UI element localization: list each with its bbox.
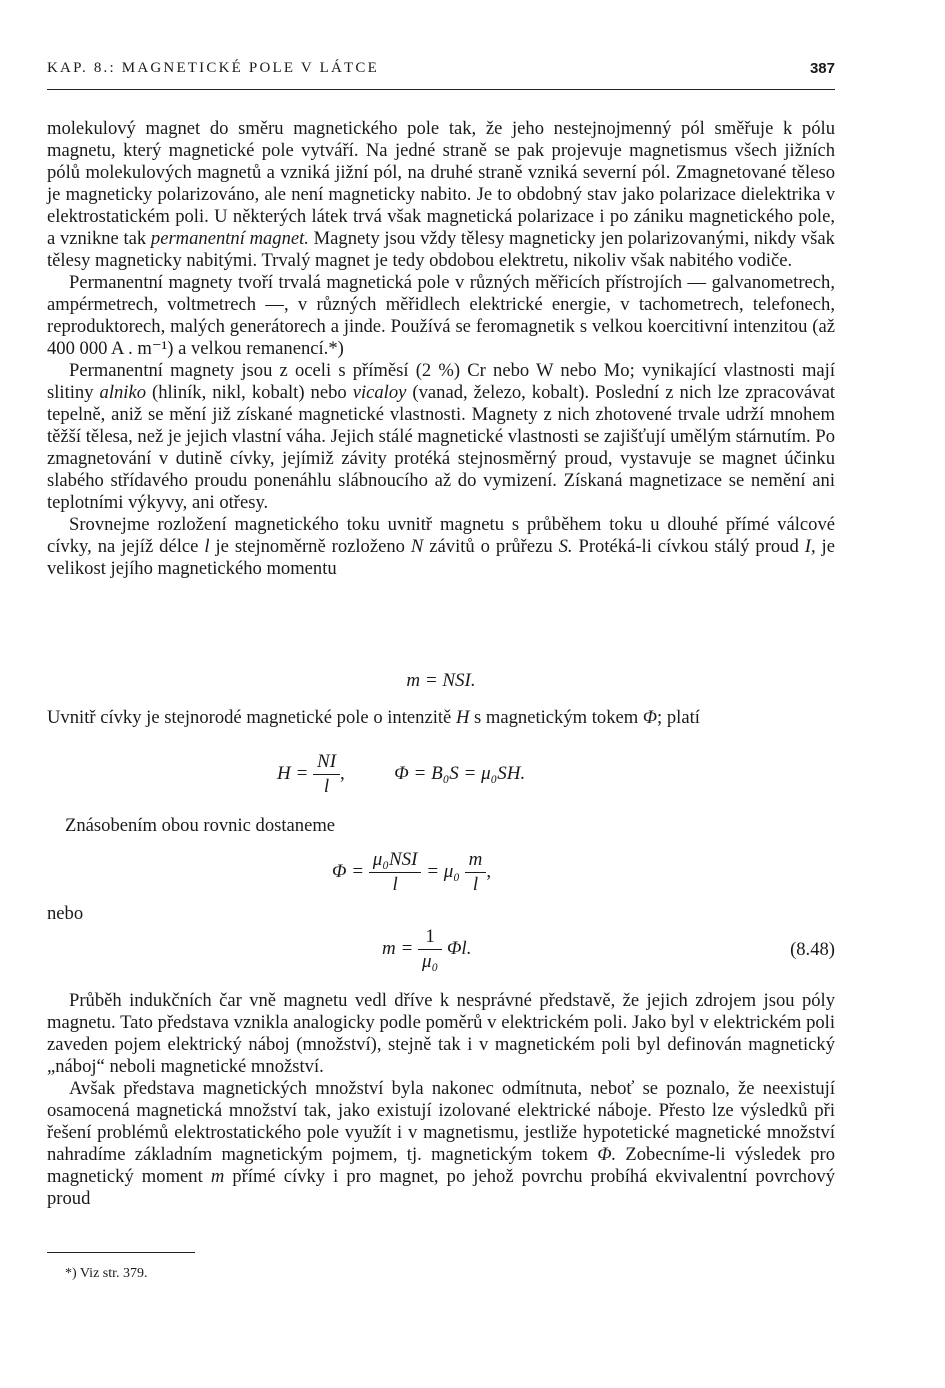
paragraph-6: Znásobením obou rovnic dostaneme — [65, 815, 336, 836]
paragraph-1: molekulový magnet do směru magnetického pole tak, že jeho nestejnojmenný pól směřuje k pólu magnetu, který magnetické pole vytváří. Na jedné straně se pak projevuje magnetismus všech jižních pólů molekulových magnetů a vzniká jižní pól, na druhé straně vzniká severní pól. Zmagnetované těleso je magneticky polarizováno, ale není magneticky nabito. Je to obdobný stav jako polarizace dielektrika v elektrostatickém poli. U některých látek trvá však magnetická polarizace i po zániku magnetického pole, a vznikne tak permanentní magnet. Magnety jsou vždy tělesy magneticky jen polarizovanými, nikdy však tělesy magneticky nabitými. Trvalý magnet je tedy obdobou elektretu, nikoliv však nabitého vodiče. — [47, 118, 835, 271]
equation-flux-product: Φ = $\frac{\text{μ₀NSI}}{l}$ = μ₀ $\frac{m}{l}$ , — [332, 849, 492, 895]
page — [47, 0, 835, 1388]
term-vicaloy: vicaloy — [352, 382, 407, 403]
equation-number: (8.48) — [790, 939, 835, 960]
paragraph-4: Srovnejme rozložení magnetického toku uvnitř magnetu s průběhem toku u dlouhé přímé válcové cívky, na jejíž délce l je stejnoměrně rozloženo N závitů o průřezu S. Protéká-li cívkou stálý proud I, je velikost jejího magnetického momentu — [47, 514, 835, 579]
equation-moment: m = NSI. — [406, 670, 476, 691]
paragraph-9: Avšak představa magnetických množství byla nakonec odmítnuta, neboť se poznalo, že neexistují osamocená magnetická množství tak, jako existují izolované elektrické náboje. Přesto lze výsledků při řešení problémů elektrostatického pole využít i v magnetismu, jestliže hypotetické magnetické množství nahradíme základním magnetickým pojmem, tj. magnetickým tokem Φ. Zobecníme-li výsledek pro magnetický moment m přímé cívky i pro magnet, po jehož povrchu probíhá ekvivalentní povrchový proud — [47, 1078, 835, 1209]
paragraph-2: Permanentní magnety tvoří trvalá magnetická pole v různých měřicích přístrojích — galvanometrech, ampérmetrech, voltmetrech —, v různých měřidlech elektrické energie, v tachometrech, telefonech, reproduktorech, malých generátorech a jinde. Používá se feromagnetik s velkou koercitivní intenzitou (až 400 000 A . m⁻¹) a velkou remanencí.*) — [47, 272, 835, 359]
term-alniko: alniko — [99, 382, 146, 403]
term-permanent-magnet: permanentní magnet. — [150, 228, 309, 249]
chapter-title: KAP. 8.: MAGNETICKÉ POLE V LÁTCE — [47, 60, 379, 76]
fraction-ni-over-l: $\frac{NI}{l}$ — [313, 750, 340, 799]
paragraph-5: Uvnitř cívky je stejnorodé magnetické pole o intenzitě H s magnetickým tokem Φ; platí — [47, 707, 700, 728]
fraction-one-over-mu: $\frac{1}{\text{μ₀}}$ — [418, 925, 442, 974]
text-block-top — [47, 118, 835, 580]
fraction-mu-nsi-over-l: $\frac{\text{μ₀NSI}}{l}$ — [369, 848, 422, 897]
paragraph-3: Permanentní magnety jsou z oceli s příměsí (2 %) Cr nebo W nebo Mo; vynikající vlastnosti mají slitiny alniko (hliník, nikl, kobalt) nebo vicaloy (vanad, železo, kobalt). Poslední z nich lze zpracovávat tepelně, aniž se mění již získané magnetické vlastnosti. Magnety z nich zhotovené trvale udrží mnohem těžší tělesa, než je jejich vlastní váha. Jejich stálé magnetické vlastnosti se zajišťují umělým stárnutím. Po zmagnetování v dutině cívky, jejímiž závity protéká stejnosměrný proud, vystavuje se magnet účinku slabého střídavého proudu ponenáhlu slábnoucího až do vymizení. Získaná magnetizace se nemění ani teplotními výkyvy, ani otřesy. — [47, 360, 835, 513]
header-rule — [47, 89, 835, 90]
footnote-rule — [47, 1252, 195, 1253]
paragraph-8: Průběh indukčních čar vně magnetu vedl dříve k nesprávné představě, že jejich zdrojem jsou póly magnetu. Tato představa vznikla analogicky podle poměrů v elektrickém poli. Jako byl v elektrickém poli zaveden pojem elektrický náboj (množství), stejně tak i v magnetickém poli byl definován magnetický „náboj“ neboli magnetické množství. — [47, 990, 835, 1077]
text-block-field — [47, 707, 835, 729]
footnote: *) Viz str. 379. — [65, 1266, 148, 1281]
fraction-m-over-l: $\frac{m}{l}$ — [465, 848, 487, 897]
page-number: 387 — [809, 60, 835, 77]
running-header — [47, 60, 835, 84]
equation-field-flux: H = $\frac{NI}{l}$ , Φ = B₀S = μ₀SH. — [277, 751, 526, 797]
equation-moment-flux: m = $\frac{1}{\text{μ₀}}$ Φl. (8.48) — [382, 926, 835, 972]
text-block-bottom — [47, 990, 835, 1210]
paragraph-7: nebo — [47, 903, 84, 924]
